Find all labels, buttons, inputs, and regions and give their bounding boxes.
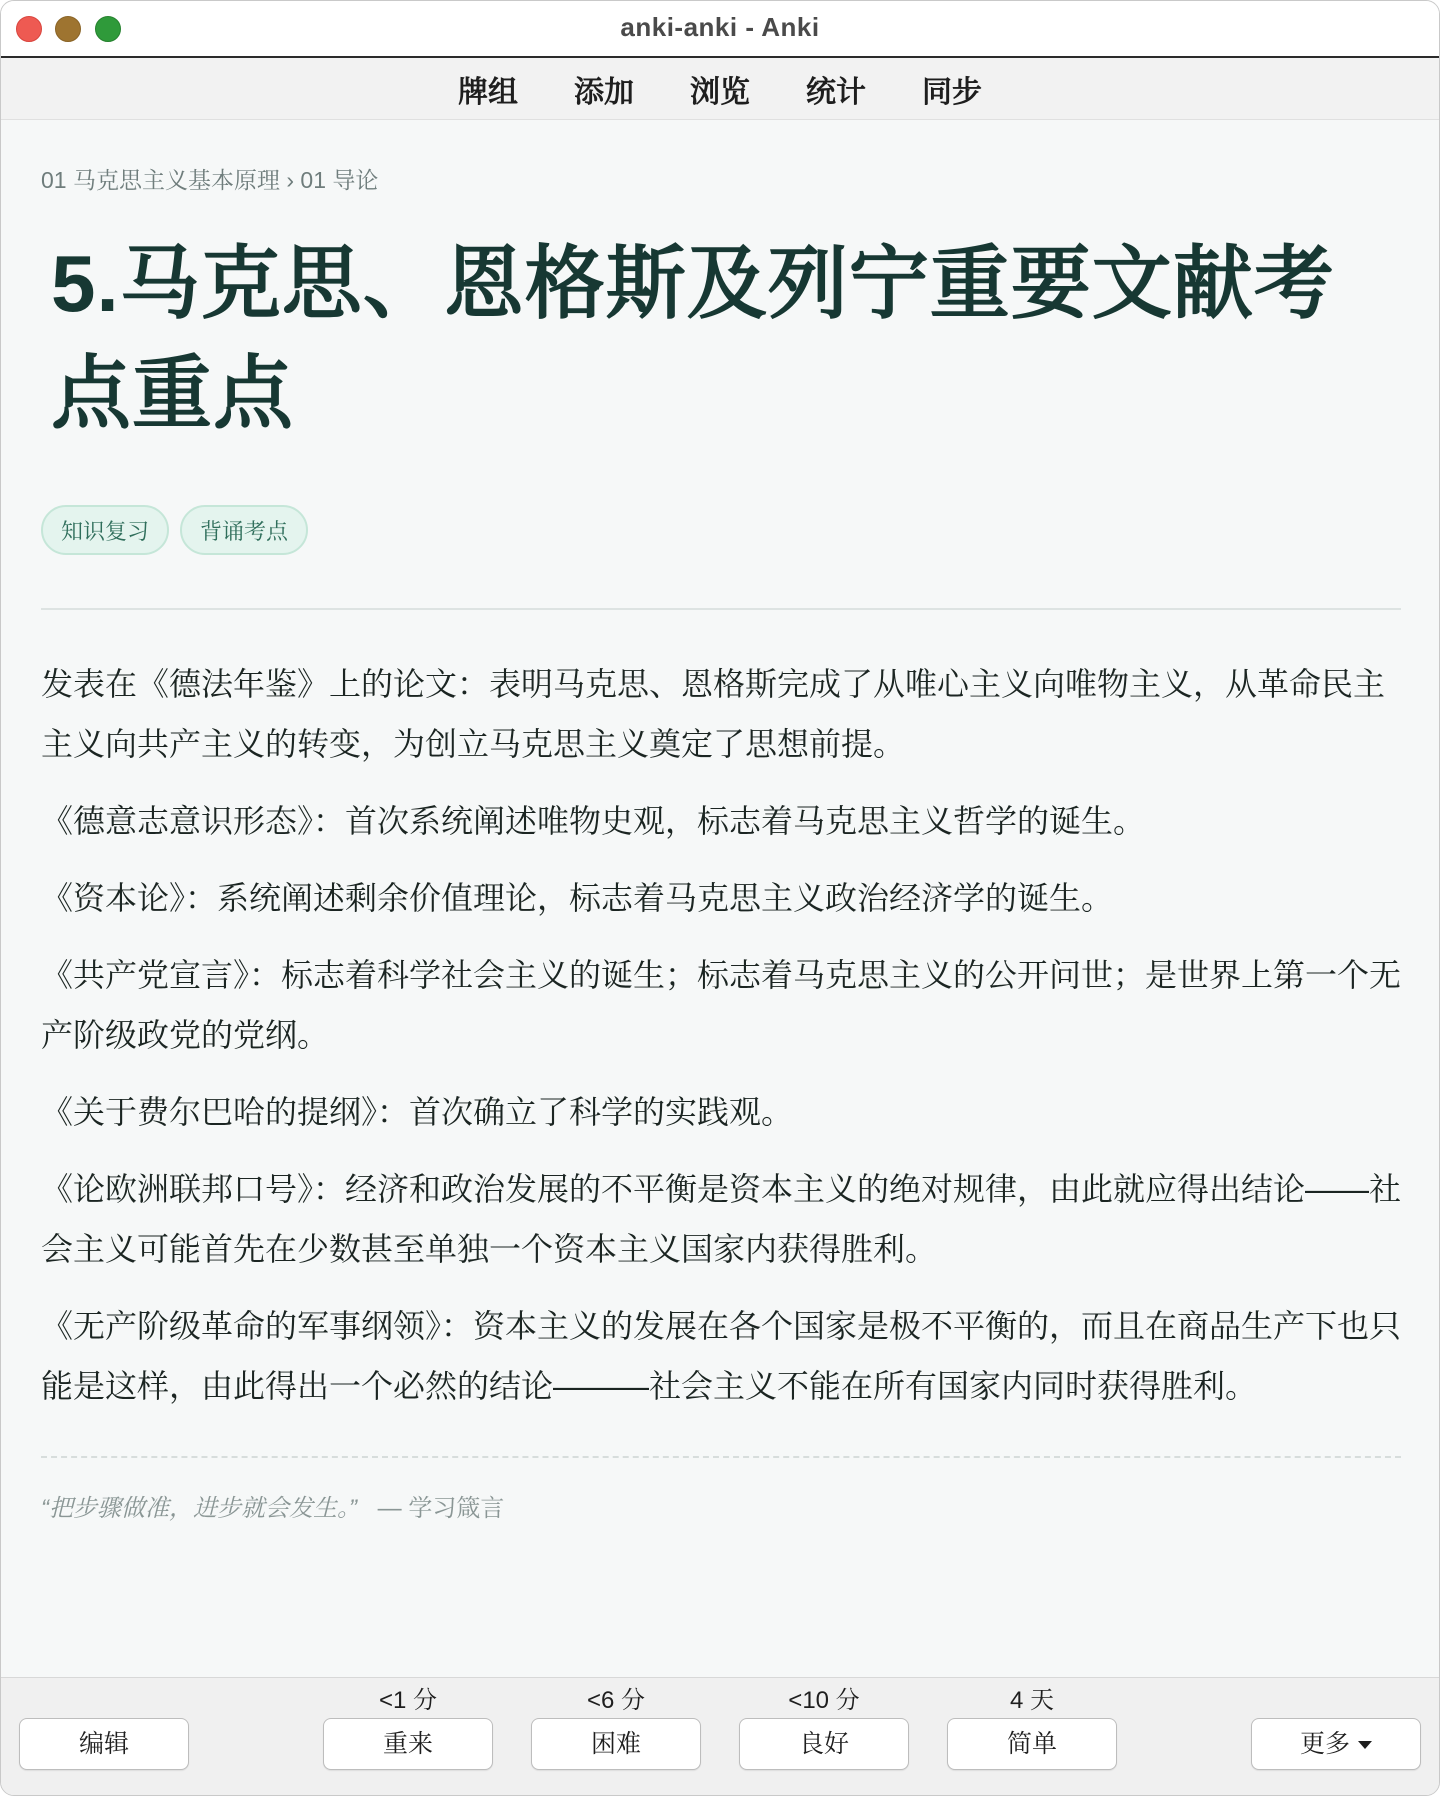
card-content (41, 120, 1401, 1523)
again-interval: <1 分 (378, 1687, 438, 1714)
more-label: 更多 (1299, 1730, 1350, 1758)
good-interval: <10 分 (788, 1687, 860, 1714)
answer-bar (1, 1677, 1439, 1796)
tag-list (41, 505, 1401, 555)
toolbar-decks[interactable]: 牌组 (458, 75, 518, 109)
quote-source: — 学习箴言 (377, 1495, 505, 1522)
card-body (41, 654, 1401, 1416)
body-paragraph: 发表在《德法年鉴》上的论文：表明马克思、恩格斯完成了从唯心主义向唯物主义，从革命民主主义向共产主义的转变，为创立马克思主义奠定了思想前提。 (41, 666, 1386, 762)
main-toolbar (1, 58, 1439, 120)
body-paragraph: 《德意志意识形态》：首次系统阐述唯物史观，标志着马克思主义哲学的诞生。 (41, 803, 1146, 839)
card-title: 5.马克思、恩格斯及列宁重要文献考点重点 (51, 239, 1335, 438)
divider (41, 608, 1401, 610)
tag-recitation-points: 背诵考点 (180, 505, 308, 555)
body-paragraph: 《共产党宣言》：标志着科学社会主义的诞生；标志着马克思主义的公开问世；是世界上第一个无产阶级政党的党纲。 (41, 957, 1402, 1053)
toolbar-stats[interactable]: 统计 (806, 75, 866, 109)
hard-button[interactable]: 困难 (531, 1718, 701, 1770)
toolbar-browse[interactable]: 浏览 (690, 75, 750, 109)
body-paragraph: 《论欧洲联邦口号》：经济和政治发展的不平衡是资本主义的绝对规律，由此就应得出结论——社会主义可能首先在少数甚至单独一个资本主义国家内获得胜利。 (41, 1171, 1402, 1267)
window-title: anki-anki - Anki (620, 12, 820, 42)
body-paragraph: 《无产阶级革命的军事纲领》：资本主义的发展在各个国家是极不平衡的，而且在商品生产下也只能是这样，由此得出一个必然的结论———社会主义不能在所有国家内同时获得胜利。 (41, 1308, 1402, 1404)
body-paragraph: 《关于费尔巴哈的提纲》：首次确立了科学的实践观。 (41, 1094, 794, 1130)
hard-interval: <6 分 (586, 1687, 646, 1714)
again-button[interactable]: 重来 (323, 1718, 493, 1770)
body-paragraph: 《资本论》：系统阐述剩余价值理论，标志着马克思主义政治经济学的诞生。 (41, 880, 1114, 916)
more-button[interactable] (1251, 1718, 1421, 1770)
toolbar-add[interactable]: 添加 (574, 75, 634, 109)
toolbar-sync[interactable]: 同步 (922, 75, 982, 109)
easy-button[interactable]: 简单 (947, 1718, 1117, 1770)
good-button[interactable]: 良好 (739, 1718, 909, 1770)
easy-interval: 4 天 (1009, 1687, 1054, 1714)
caret-down-icon (1358, 1741, 1372, 1749)
study-quote (41, 1488, 1401, 1523)
tag-knowledge-review: 知识复习 (41, 505, 169, 555)
title-bar (1, 1, 1439, 58)
dashed-divider (41, 1456, 1401, 1458)
breadcrumb: 01 马克思主义基本原理 › 01 导论 (41, 167, 379, 193)
quote-text: “把步骤做准，进步就会发生。” (41, 1495, 357, 1522)
edit-button[interactable]: 编辑 (19, 1718, 189, 1770)
